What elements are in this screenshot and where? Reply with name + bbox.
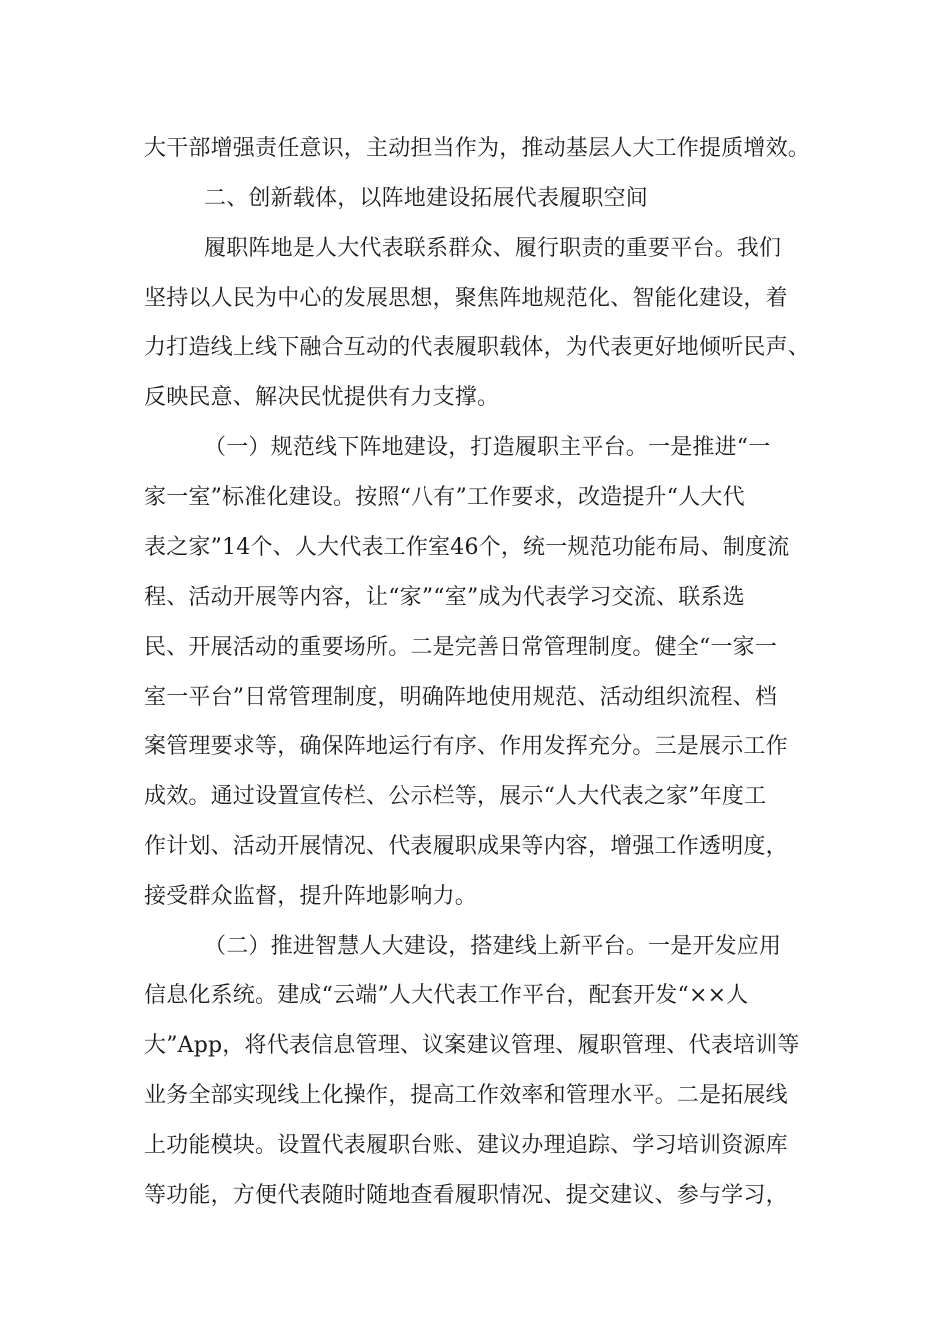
paragraph-line: 大”App，将代表信息管理、议案建议管理、履职管理、代表培训等: [144, 1033, 800, 1058]
paragraph-line: 成效。通过设置宣传栏、公示栏等，展示“人大代表之家”年度工: [144, 784, 767, 809]
paragraph-line: 作计划、活动开展情况、代表履职成果等内容，增强工作透明度，: [144, 834, 788, 859]
paragraph-line: 履职阵地是人大代表联系群众、履行职责的重要平台。我们: [204, 236, 782, 261]
paragraph-line: 表之家”14个、人大代表工作室46个，统一规范功能布局、制度流: [144, 535, 790, 560]
paragraph-line: 力打造线上线下融合互动的代表履职载体，为代表更好地倾听民声、: [144, 335, 811, 360]
paragraph-line: 程、活动开展等内容，让“家”“室”成为代表学习交流、联系选: [144, 585, 745, 610]
paragraph-line: 室一平台”日常管理制度，明确阵地使用规范、活动组织流程、档: [144, 685, 778, 710]
subsection-line: （一）规范线下阵地建设，打造履职主平台。一是推进“一: [204, 435, 771, 460]
paragraph-line: 上功能模块。设置代表履职台账、建议办理追踪、学习培训资源库: [144, 1133, 788, 1158]
paragraph-line: 坚持以人民为中心的发展思想，聚焦阵地规范化、智能化建设，着: [144, 286, 788, 311]
paragraph-line: 信息化系统。建成“云端”人大代表工作平台，配套开发“××人: [144, 983, 749, 1008]
paragraph-line: 案管理要求等，确保阵地运行有序、作用发挥充分。三是展示工作: [144, 734, 788, 759]
paragraph-line: 接受群众监督，提升阵地影响力。: [144, 884, 478, 909]
paragraph-line: 大干部增强责任意识，主动担当作为，推动基层人大工作提质增效。: [144, 136, 811, 161]
paragraph-line: 等功能，方便代表随时随地查看履职情况、提交建议、参与学习，: [144, 1183, 788, 1208]
paragraph-line: 民、开展活动的重要场所。二是完善日常管理制度。健全“一家一: [144, 635, 778, 660]
section-heading: 二、创新载体，以阵地建设拓展代表履职空间: [204, 186, 649, 211]
subsection-line: （二）推进智慧人大建设，搭建线上新平台。一是开发应用: [204, 934, 782, 959]
paragraph-line: 家一室”标准化建设。按照“八有”工作要求，改造提升“人大代: [144, 485, 745, 510]
paragraph-line: 反映民意、解决民忧提供有力支撑。: [144, 385, 500, 410]
paragraph-line: 业务全部实现线上化操作，提高工作效率和管理水平。二是拓展线: [144, 1083, 788, 1108]
